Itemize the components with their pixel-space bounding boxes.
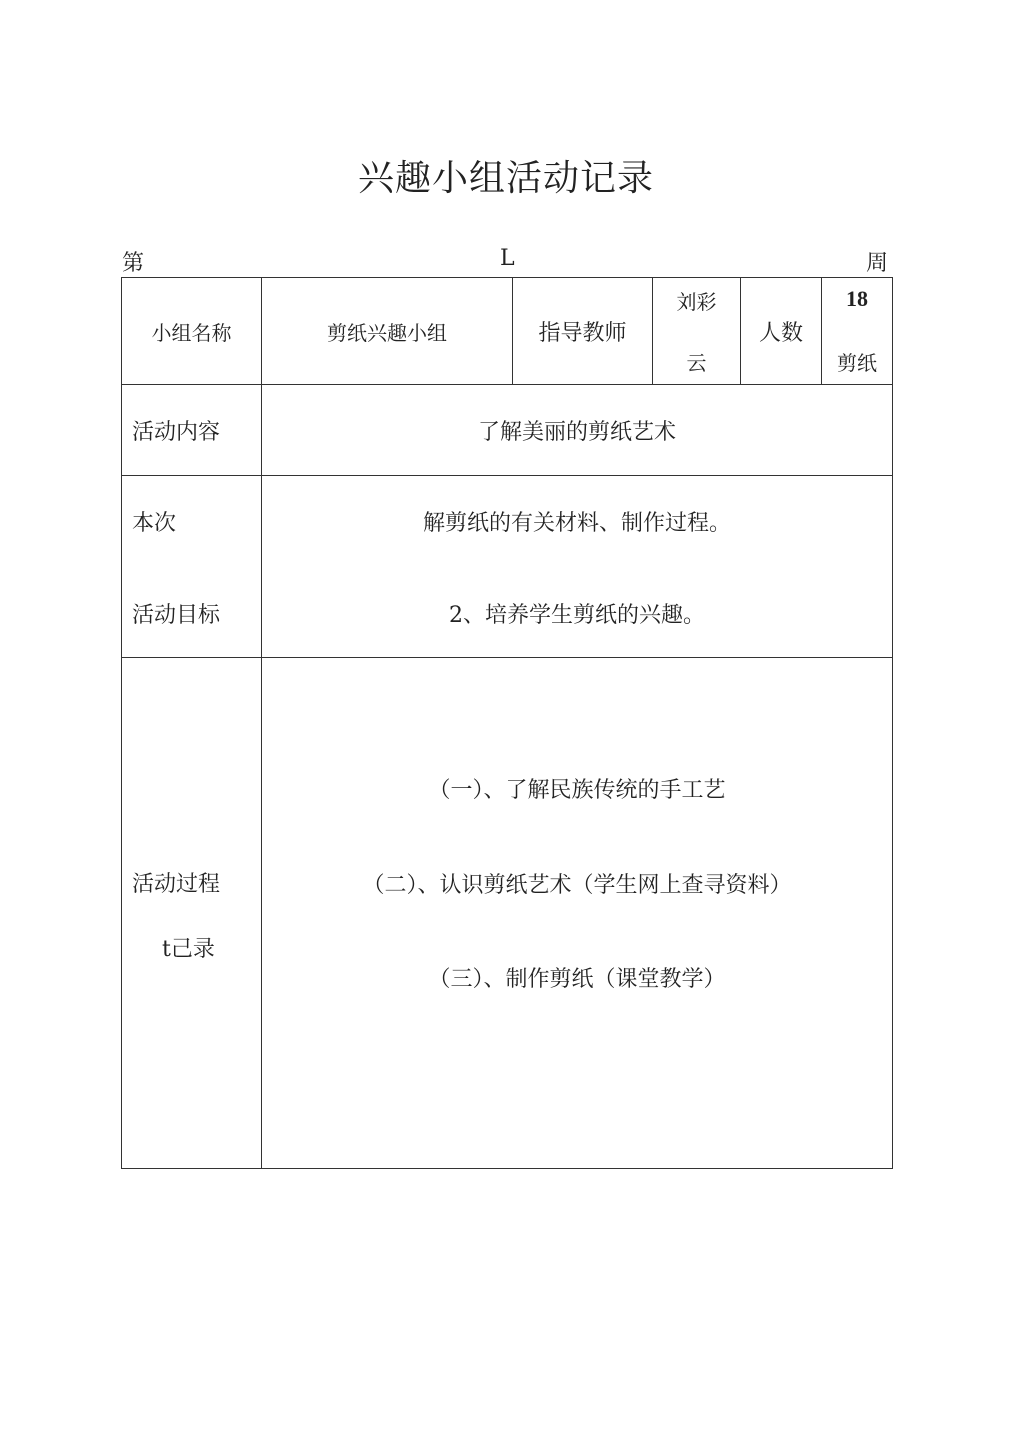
teacher-value-cell — [653, 278, 741, 385]
process-value-cell — [262, 658, 893, 1169]
activity-record-table — [121, 277, 893, 1169]
count-extra: 剪纸 — [837, 351, 877, 375]
content-value: 了解美丽的剪纸艺术 — [262, 385, 893, 476]
count-value: 18 — [846, 286, 868, 311]
process-label-line1: 活动过程 — [132, 872, 221, 897]
week-number: L — [500, 246, 515, 271]
teacher-name-line1: 刘彩 — [676, 290, 717, 314]
goal-line-2: 2、培养学生剪纸的兴趣。 — [449, 603, 705, 628]
goal-label-line2: 活动目标 — [132, 603, 221, 628]
goal-value-cell — [262, 476, 893, 658]
process-label-cell — [122, 658, 262, 1169]
goal-row — [122, 476, 893, 658]
week-suffix: 周 — [866, 251, 889, 276]
teacher-label: 指导教师 — [513, 278, 653, 385]
content-label: 活动内容 — [122, 385, 262, 476]
process-step-2: （二）、认识剪纸艺术（学生网上查寻资料） — [362, 873, 792, 898]
teacher-name-line2: 云 — [686, 351, 707, 375]
count-value-cell — [822, 278, 893, 385]
header-row — [122, 278, 893, 385]
goal-label-line1: 本次 — [132, 511, 177, 536]
content-row — [122, 385, 893, 476]
document-title: 兴趣小组活动记录 — [357, 158, 654, 199]
group-name-label: 小组名称 — [122, 278, 262, 385]
process-label-line2: t己录 — [162, 937, 215, 962]
process-step-3: （三）、制作剪纸（课堂教学） — [428, 967, 726, 992]
count-label: 人数 — [741, 278, 822, 385]
process-step-1: （一）、了解民族传统的手工艺 — [428, 778, 726, 803]
process-row — [122, 658, 893, 1169]
goal-label-cell — [122, 476, 262, 658]
week-prefix: 第 — [122, 251, 145, 276]
goal-line-1: 解剪纸的有关材料、制作过程。 — [422, 511, 731, 536]
group-name-value: 剪纸兴趣小组 — [262, 278, 513, 385]
